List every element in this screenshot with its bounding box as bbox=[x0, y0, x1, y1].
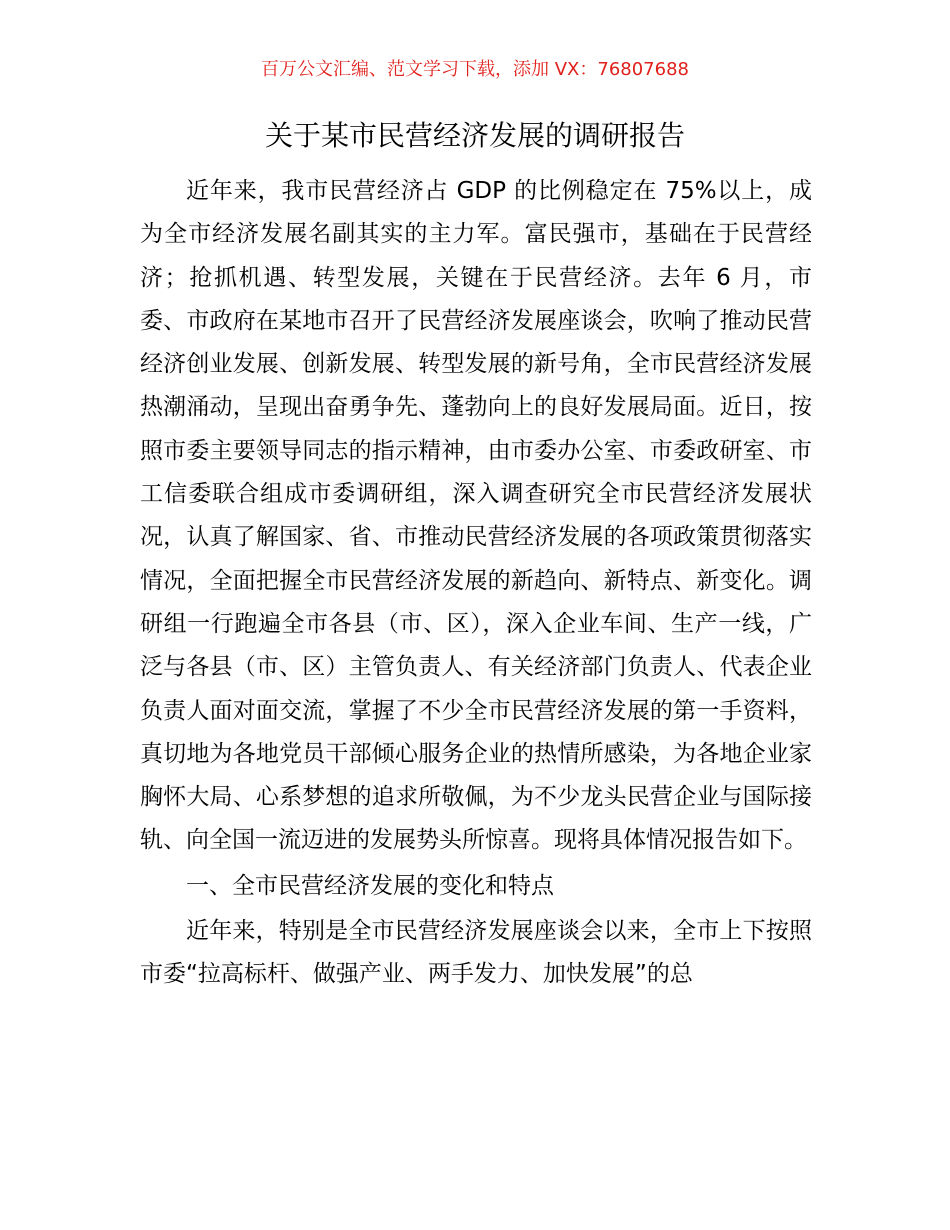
paragraph-section1: 近年来，特别是全市民营经济发展座谈会以来，全市上下按照市委“拉高标杆、做强产业、两手发力、加快发展”的总 bbox=[140, 918, 812, 988]
header-note: 百万公文汇编、范文学习下载，添加 VX：76807688 bbox=[261, 59, 689, 80]
section-heading-1: 一、全市民营经济发展的变化和特点 bbox=[186, 872, 554, 899]
paragraph-intro: 近年来，我市民营经济占 GDP 的比例稳定在 75%以上，成为全市经济发展名副其实的主力军。富民强市，基础在于民营经济；抢抓机遇、转型发展，关键在于民营经济。去年 6 月，市委、市政府在某地市召开了民营经济发展座谈会，吹响了推动民营经济创业发展、创新发展、转型发展的新号角，全市民营经济发展热潮涌动，呈现出奋勇争先、蓬勃向上的良好发展局面。近日，按照市委主要领导同志的指示精神，由市委办公室、市委政研室、市工信委联合组成市委调研组，深入调查研究全市民营经济发展状况，认真了解国家、省、市推动民营经济发展的各项政策贯彻落实情况，全面把握全市民营经济发展的新趋向、新特点、新变化。调研组一行跑遍全市各县（市、区），深入企业车间、生产一线，广泛与各县（市、区）主管负责人、有关经济部门负责人、代表企业负责人面对面交流，掌握了不少全市民营经济发展的第一手资料，真切地为各地党员干部倾心服务企业的热情所感染，为各地企业家胸怀大局、心系梦想的追求所敬佩，为不少龙头民营企业与国际接轨、向全国一流迈进的发展势头所惊喜。现将具体情况报告如下。 bbox=[140, 178, 812, 854]
document-body bbox=[140, 170, 812, 997]
document-title: 关于某市民营经济发展的调研报告 bbox=[264, 119, 685, 152]
